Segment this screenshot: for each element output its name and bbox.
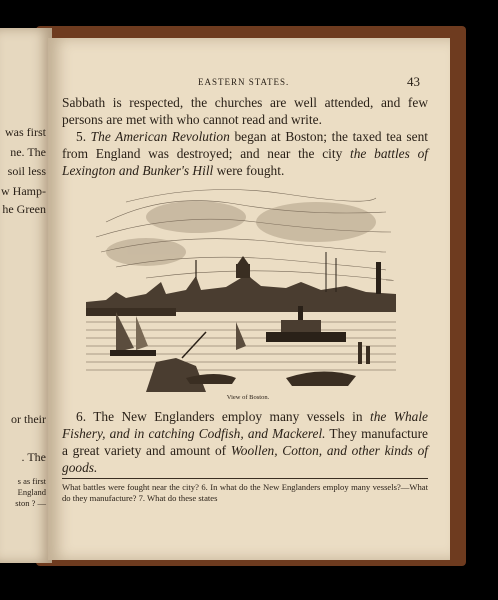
- left-text-fragment: s as first: [17, 476, 46, 486]
- boston-harbor-engraving: [86, 182, 396, 392]
- italic-phrase: The American Revolution: [90, 129, 230, 144]
- paragraph-text: The New Englanders employ many vessels in: [86, 409, 370, 424]
- left-text-fragment: w Hamp-: [1, 184, 46, 198]
- left-text-fragment: soil less: [7, 164, 46, 178]
- left-text-fragment: was first: [5, 125, 46, 139]
- running-head: EASTERN STATES.: [198, 77, 290, 87]
- page-number: 43: [407, 74, 420, 89]
- paragraph-4-continued: Sabbath is respected, the churches are well attended, and few persons are met with who cannot read and write.: [62, 95, 428, 127]
- study-questions: What battles were fought near the city? 6. In what do the New Englanders employ many vessels?—What do they manufacture? 7. What do these states: [62, 482, 428, 503]
- paragraph-6: [62, 408, 428, 476]
- left-text-fragment: . The: [21, 450, 46, 464]
- italic-phrase: Woollen, Cotton, and other kinds of goods.: [62, 443, 429, 475]
- paragraph-5: [62, 128, 428, 179]
- illustration-caption: View of Boston.: [226, 394, 270, 401]
- left-text-fragment: England: [17, 487, 46, 497]
- left-text-fragment: or their: [11, 412, 46, 426]
- paragraph-text: They manufacture a great variety and amount of: [62, 426, 428, 458]
- paragraph-number: 5.: [76, 129, 87, 144]
- right-page: [48, 38, 450, 560]
- left-text-fragment: ston ? —: [15, 498, 46, 508]
- paragraph-text: began at Boston; the taxed tea sent from England was destroyed; and near the city: [62, 129, 428, 161]
- divider-rule: [62, 478, 428, 479]
- paragraph-text: were fought.: [213, 163, 285, 178]
- paragraph-number: 6.: [76, 409, 87, 424]
- left-text-fragment: ne. The: [10, 145, 46, 159]
- italic-phrase: the battles of Lexington and Bunker's Hill: [62, 146, 428, 178]
- italic-phrase: the Whale Fishery, and in catching Codfish, and Mackerel.: [62, 409, 428, 441]
- left-text-fragment: he Green: [2, 202, 46, 216]
- left-page: [0, 28, 52, 563]
